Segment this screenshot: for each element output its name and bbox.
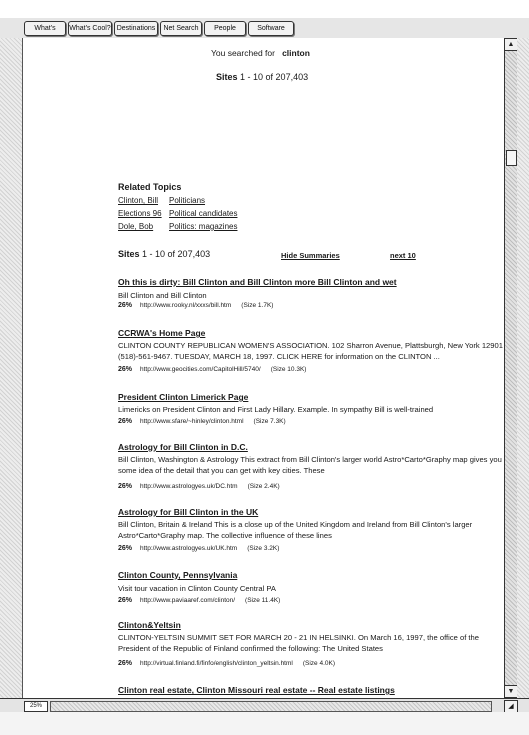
result-size: (Size 7.3K): [253, 418, 286, 425]
scroll-up-arrow-icon[interactable]: ▲: [505, 38, 517, 51]
related-category-link[interactable]: Politicians: [169, 196, 206, 205]
result-title-link[interactable]: CCRWA's Home Page: [118, 328, 206, 338]
result-url: http://www.paviaaref.com/clinton/: [140, 597, 236, 604]
window-frame-left: [0, 38, 23, 712]
result-title-link[interactable]: Clinton real estate, Clinton Missouri real estate -- Real estate listings: [118, 685, 395, 695]
result-description: Bill Clinton, Washington & Astrology This extract from Bill Clinton's larger world Astro*Carto*Graphy map gives you some idea of the detail that you can get with key cities. These: [118, 455, 502, 475]
result-score: 26%: [118, 660, 133, 667]
result-title-link[interactable]: Clinton County, Pennsylvania: [118, 570, 238, 580]
scroll-thumb[interactable]: [506, 150, 517, 166]
result-size: (Size 1.7K): [241, 302, 274, 309]
people-button[interactable]: People: [204, 21, 246, 36]
net-search-button[interactable]: Net Search: [160, 21, 202, 36]
result-description: CLINTON-YELTSIN SUMMIT SET FOR MARCH 20 - 21 IN HELSINKI. On March 16, 1997, the office of the President of the Republic of Finland confirmed the following: The United States: [118, 633, 479, 653]
result-size: (Size 11.4K): [245, 597, 281, 604]
result-score: 26%: [118, 366, 133, 373]
result-score: 26%: [118, 483, 133, 490]
result-url: http://www.rooky.nl/xxxs/bill.htm: [140, 302, 232, 309]
result-meta: [118, 483, 280, 490]
sites-range: 1 - 10 of 207,403: [240, 72, 309, 82]
destinations-button[interactable]: Destinations: [114, 21, 158, 36]
result-size: (Size 10.3K): [270, 366, 307, 373]
result-url: http://www.astrologyes.uk/DC.htm: [140, 483, 238, 490]
whats-cool-button[interactable]: What's Cool?: [68, 21, 112, 36]
result-size: (Size 4.0K): [302, 660, 336, 667]
result-meta: [118, 418, 286, 425]
related-category-link[interactable]: Political candidates: [169, 209, 238, 218]
result-description: CLINTON COUNTY REPUBLICAN WOMEN'S ASSOCIATION. 102 Sharron Avenue, Plattsburgh, New York 12901 (518)-561-9467. TUESDAY, MARCH 18, 1997. CLICK HERE for information on the CLINTON ...: [118, 341, 503, 361]
result-url: http://www.sfare/~hinley/clinton.html: [140, 418, 244, 425]
related-topic-link[interactable]: Clinton, Bill: [118, 196, 159, 205]
search-query: clinton: [282, 48, 310, 58]
result-description: Visit tour vacation in Clinton County Central PA: [118, 584, 276, 593]
hide-summaries-link[interactable]: Hide Summaries: [281, 251, 340, 260]
result-score: 26%: [118, 597, 133, 604]
result-title-link[interactable]: Astrology for Bill Clinton in the UK: [118, 507, 259, 517]
results-range: 1 - 10 of 207,403: [142, 249, 211, 259]
result-meta: [118, 366, 306, 373]
result-score: 26%: [118, 418, 133, 425]
software-button[interactable]: Software: [248, 21, 294, 36]
whats-new-button[interactable]: What's: [24, 21, 66, 36]
result-url: http://virtual.finland.fi/finfo/english/clinton_yeltsin.html: [140, 660, 293, 667]
result-title-link[interactable]: Clinton&Yeltsin: [118, 620, 181, 630]
vertical-scrollbar[interactable]: [504, 38, 518, 698]
search-prefix: You searched for: [211, 48, 275, 58]
page-content: [23, 38, 504, 712]
result-size: (Size 3.2K): [247, 545, 280, 552]
results-label: Sites: [118, 249, 140, 259]
sites-count: [216, 72, 308, 82]
result-meta: [118, 660, 335, 667]
result-score: 26%: [118, 545, 133, 552]
related-topic-link[interactable]: Elections 96: [118, 209, 162, 218]
window-frame-right: [517, 38, 529, 712]
related-topic-link[interactable]: Dole, Bob: [118, 222, 154, 231]
results-count: [118, 249, 210, 259]
result-title-link[interactable]: President Clinton Limerick Page: [118, 392, 249, 402]
related-topics-title: Related Topics: [118, 182, 182, 192]
horizontal-scrollbar[interactable]: [50, 701, 492, 712]
result-meta: [118, 545, 279, 552]
result-title-link[interactable]: Oh this is dirty: Bill Clinton and Bill Clinton more Bill Clinton and wet: [118, 277, 397, 287]
result-description: Bill Clinton, Britain & Ireland This is a close up of the United Kingdom and Ireland from Bill Clinton's larger Astro*Carto*Graphy map. The collective influence of these lines: [118, 520, 473, 540]
resize-grip-icon[interactable]: ◢: [504, 700, 518, 713]
result-url: http://www.geocities.com/CapitolHill/5740/: [140, 366, 261, 373]
result-description: Bill Clinton and Bill Clinton: [118, 291, 207, 300]
navigation-toolbar: [0, 18, 529, 39]
result-meta: [118, 597, 280, 604]
result-url: http://www.astrologyes.uk/UK.htm: [140, 545, 238, 552]
result-size: (Size 2.4K): [247, 483, 280, 490]
sites-label: Sites: [216, 72, 238, 82]
search-query-line: [211, 48, 310, 58]
scroll-down-arrow-icon[interactable]: ▼: [505, 685, 517, 698]
desktop-background: [0, 712, 529, 735]
result-description: Limericks on President Clinton and First Lady Hillary. Example. In sympathy Bill is well-trained: [118, 405, 434, 414]
result-meta: [118, 302, 273, 309]
result-title-link[interactable]: Astrology for Bill Clinton in D.C.: [118, 442, 248, 452]
zoom-level[interactable]: 25%: [24, 701, 48, 712]
next-10-link[interactable]: next 10: [390, 251, 416, 260]
related-category-link[interactable]: Politics: magazines: [169, 222, 238, 231]
result-score: 26%: [118, 302, 133, 309]
